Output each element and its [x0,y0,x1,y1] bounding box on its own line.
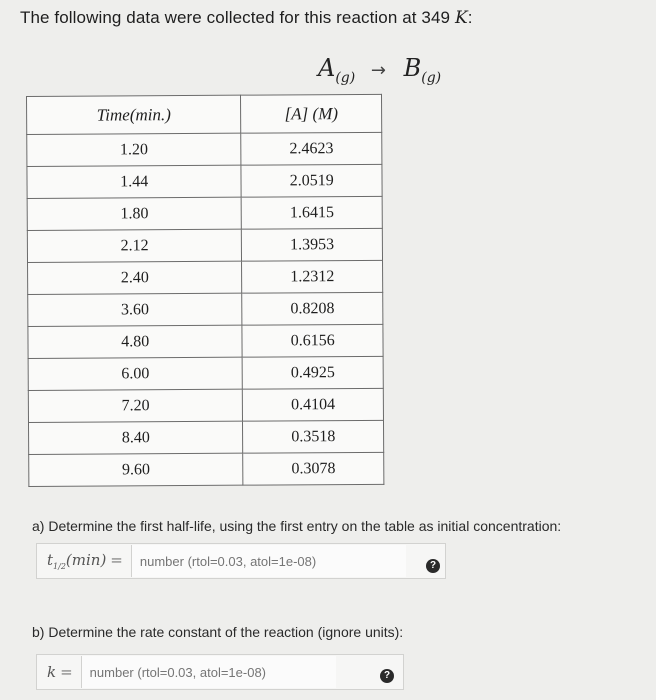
time-cell: 8.40 [28,421,243,454]
rate-constant-equals: = [60,663,73,681]
rate-constant-symbol: k [47,663,57,681]
rate-constant-input[interactable] [81,656,336,688]
part-b-question: b) Determine the rate constant of the reaction (ignore units): [32,624,404,640]
concentration-cell: 0.3518 [243,420,384,453]
table-row [28,356,383,390]
product-state: (g) [421,70,442,86]
table-row [28,388,383,422]
problem-statement-colon: : [467,8,473,27]
kinetics-data-table [26,94,384,487]
reaction-equation [318,54,441,86]
time-cell: 2.40 [28,261,243,294]
rate-constant-help-icon[interactable]: ? [380,669,394,683]
half-life-help-icon[interactable]: ? [426,559,440,573]
half-life-unit: (min) [65,551,107,569]
concentration-cell: 1.3953 [242,228,383,261]
table-row [27,164,382,198]
time-cell: 7.20 [28,389,243,422]
half-life-label [37,551,123,571]
half-life-symbol: t [47,551,54,569]
rate-constant-label [37,663,73,681]
time-cell: 1.80 [27,197,242,230]
time-cell: 6.00 [28,357,243,390]
time-cell: 2.12 [27,229,242,262]
product-symbol: B [403,54,422,82]
concentration-cell: 0.6156 [242,324,383,357]
table-row [28,292,383,326]
reaction-arrow-icon: → [370,60,386,81]
concentration-cell: 2.0519 [241,164,382,197]
part-a-question: a) Determine the first half-life, using the first entry on the table as initial concentration: [32,518,562,534]
half-life-equals: = [110,551,123,569]
table-row [28,260,383,294]
concentration-cell: 0.4925 [243,356,384,389]
reactant-state: (g) [335,70,356,86]
half-life-input[interactable] [131,545,406,577]
table-row [27,196,382,230]
time-cell: 3.60 [28,293,243,326]
concentration-cell: 1.6415 [242,196,383,229]
time-cell: 1.20 [27,133,242,166]
problem-statement-text: The following data were collected for this reaction at 349 [20,8,451,27]
temperature-unit: K [454,8,468,28]
time-column-header: Time(min.) [27,95,242,134]
time-cell: 1.44 [27,165,242,198]
concentration-cell: 0.3078 [243,452,384,485]
time-cell: 9.60 [29,453,244,486]
concentration-cell: 0.8208 [242,292,383,325]
table-row [27,228,382,262]
concentration-column-header: [A] (M) [241,94,382,133]
concentration-cell: 0.4104 [243,388,384,421]
time-cell: 4.80 [28,325,243,358]
concentration-cell: 2.4623 [241,132,382,165]
concentration-cell: 1.2312 [242,260,383,293]
table-row [28,420,383,454]
rate-constant-answer-row [36,654,404,690]
half-life-subscript: 1/2 [53,562,66,571]
table-header-row [27,94,382,134]
half-life-answer-row [36,543,446,579]
table-row [28,324,383,358]
problem-statement [20,8,473,28]
table-row [29,452,384,486]
table-row [27,132,382,166]
reactant-symbol: A [318,54,336,82]
